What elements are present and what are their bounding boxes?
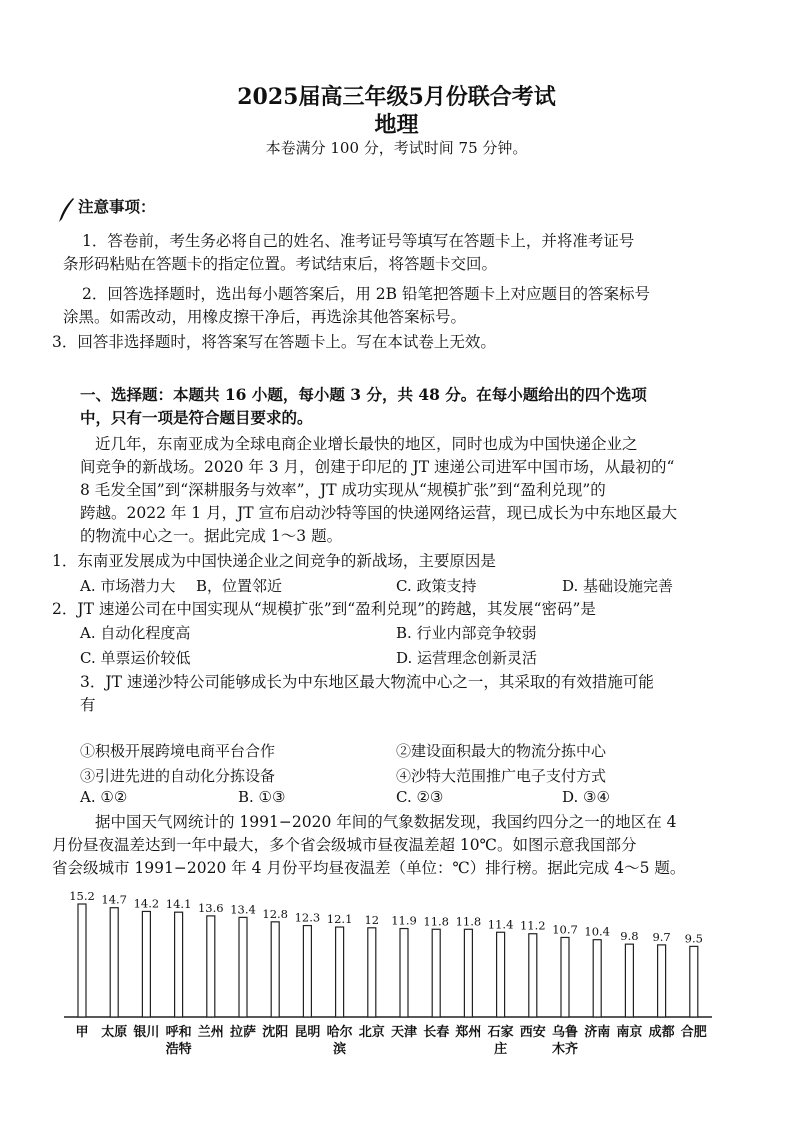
q2-option-d: D. 运营理念创新灵活 (396, 649, 538, 667)
bar (142, 911, 150, 1017)
passage-line: 近几年，东南亚成为全球电商企业增长最快的地区，同时也成为中国快递企业之 (95, 435, 638, 453)
category-label: 太原 (101, 1025, 128, 1040)
category-label: 成都 (648, 1025, 675, 1040)
exam-info: 本卷满分 100 分，考试时间 75 分钟。 (265, 139, 528, 157)
category-label: 济南 (584, 1025, 611, 1040)
category-label: 拉萨 (229, 1025, 257, 1040)
bar-value-label: 12.8 (262, 906, 289, 921)
bar (561, 937, 569, 1017)
category-label: 兰州 (197, 1025, 224, 1040)
bar-value-label: 14.7 (101, 892, 128, 907)
category-label: 银川 (133, 1025, 160, 1040)
category-label: 沈阳 (262, 1025, 289, 1040)
bar-value-label: 12 (364, 912, 380, 927)
q1-option-a: A. 市场潜力大 (80, 577, 176, 595)
notice-line: 1．答卷前，考生务必将自己的姓名、准考证号等填写在答题卡上，并将准考证号 (82, 232, 635, 250)
category-label: 滨 (333, 1042, 347, 1057)
notice-line: 3．回答非选择题时，将答案写在答题卡上。写在本试卷上无效。 (52, 333, 496, 351)
bar (464, 929, 472, 1017)
notice-line: 条形码粘贴在答题卡的指定位置。考试结束后，将答题卡交回。 (63, 255, 498, 273)
bar-value-label: 11.8 (455, 914, 482, 929)
category-label: 昆明 (294, 1025, 321, 1040)
section-heading: 一、选择题：本题共 16 小题，每小题 3 分，共 48 分。在每小题给出的四个选项 (80, 385, 647, 404)
passage-line: 据中国天气网统计的 1991−2020 年间的气象数据发现，我国约四分之一的地区在 4 (95, 813, 677, 831)
bar (658, 945, 666, 1017)
bar-value-label: 11.8 (423, 914, 450, 929)
bar-value-label: 13.6 (197, 900, 224, 915)
bar (303, 926, 311, 1017)
category-label: 西安 (519, 1025, 546, 1040)
bar-value-label: 15.2 (69, 890, 95, 903)
question-2-stem: 2．JT 速递公司在中国实现从“规模扩张”到“盈利兑现”的跨越，其发展“密码”是 (52, 600, 596, 618)
bar-value-label: 14.2 (133, 896, 160, 911)
category-label: 合肥 (680, 1025, 707, 1040)
question-3-stem: 有 (80, 696, 96, 714)
bar (625, 944, 633, 1017)
section-heading: 中，只有一项是符合题目要求的。 (80, 408, 313, 427)
question-1-stem: 1．东南亚发展成为中国快递企业之间竞争的新战场，主要原因是 (52, 552, 496, 570)
q3-option-c: C. ②③ (396, 788, 444, 806)
bar (271, 922, 279, 1017)
bar (175, 912, 183, 1017)
question-3-stem: 3．JT 速递沙特公司能够成长为中东地区最大物流中心之一，其采取的有效措施可能 (80, 673, 654, 691)
bar-value-label: 13.4 (230, 902, 256, 917)
q1-option-c: C. 政策支持 (396, 577, 477, 595)
category-label: 呼和 (165, 1025, 192, 1040)
passage-line: 8 毛发全国”到“深耕服务与效率”，JT 成功实现从“规模扩张”到“盈利兑现”的 (80, 481, 606, 499)
bar-value-label: 12.1 (326, 912, 353, 927)
bar (239, 917, 247, 1017)
passage-line: 的物流中心之一。据此完成 1～3 题。 (80, 527, 343, 545)
bar-value-label: 11.2 (519, 918, 546, 933)
bar (78, 904, 86, 1017)
bar-value-label: 9.5 (684, 931, 703, 946)
temperature-difference-chart (62, 890, 732, 1080)
passage-line: 间竞争的新战场。2020 年 3 月，创建于印尼的 JT 速递公司进军中国市场，从最初的“ (80, 458, 675, 476)
bar (529, 934, 537, 1017)
q3-option-b: B. ①③ (238, 788, 286, 806)
q1-option-d: D. 基础设施完善 (562, 577, 674, 595)
q2-option-b: B. 行业内部竞争较弱 (396, 624, 537, 642)
passage-line: 月份昼夜温差达到一年中最大，多个省会级城市昼夜温差超 10℃。如图示意我国部分 (52, 836, 637, 854)
category-label: 庄 (494, 1042, 508, 1057)
bar (207, 916, 215, 1017)
bar (593, 940, 601, 1017)
bar (336, 927, 344, 1017)
category-label: 郑州 (455, 1025, 482, 1040)
q2-option-a: A. 自动化程度高 (80, 624, 191, 642)
bar-value-label: 12.3 (294, 910, 321, 925)
category-label: 木齐 (551, 1042, 579, 1057)
subject-title: 地理 (374, 112, 419, 138)
bar-value-label: 10.7 (552, 922, 578, 937)
q3-statement-2: ②建设面积最大的物流分拣中心 (396, 742, 607, 760)
category-label: 石家 (487, 1025, 514, 1040)
bar-value-label: 9.8 (620, 929, 639, 944)
exam-title: 2025届高三年级5月份联合考试 (237, 84, 556, 110)
category-label: 哈尔 (326, 1025, 353, 1040)
bar-value-label: 11.9 (391, 913, 417, 928)
notice-line: 2．回答选择题时，选出每小题答案后，用 2B 铅笔把答题卡上对应题目的答案标号 (82, 285, 650, 303)
category-label: 南京 (616, 1025, 643, 1040)
bar (368, 928, 376, 1017)
q3-statement-1: ①积极开展跨境电商平台合作 (80, 742, 276, 760)
bar (110, 908, 118, 1017)
category-label: 长春 (423, 1025, 450, 1040)
q3-option-d: D. ③④ (562, 788, 610, 806)
bar-value-label: 14.1 (165, 897, 192, 912)
category-label: 天津 (390, 1025, 418, 1040)
bar-value-label: 10.4 (584, 924, 611, 939)
bar-value-label: 11.4 (487, 917, 514, 932)
category-label: 甲 (75, 1025, 89, 1040)
bar-value-label: 9.7 (652, 929, 671, 944)
q1-option-b: B，位置邻近 (196, 577, 283, 595)
q3-option-a: A. ①② (80, 788, 128, 806)
q2-option-c: C. 单票运价较低 (80, 649, 191, 667)
passage-line: 跨越。2022 年 1 月，JT 宣布启动沙特等国的快递网络运营，现已成长为中东地区最大 (80, 504, 678, 522)
notice-heading: 注意事项： (78, 197, 156, 216)
category-label: 北京 (358, 1025, 385, 1040)
category-label: 乌鲁 (551, 1025, 579, 1040)
bar (690, 946, 698, 1017)
q3-statement-4: ④沙特大范围推广电子支付方式 (396, 767, 607, 785)
bar (497, 932, 505, 1017)
passage-line: 省会级城市 1991−2020 年 4 月份平均昼夜温差（单位：℃）排行榜。据此完成 4～5 题。 (52, 859, 686, 877)
notice-line: 涂黑。如需改动，用橡皮擦干净后，再选涂其他答案标号。 (63, 308, 467, 326)
pen-icon (57, 197, 75, 223)
bar (432, 929, 440, 1017)
category-label: 浩特 (165, 1042, 192, 1057)
bar (400, 929, 408, 1017)
q3-statement-3: ③引进先进的自动化分拣设备 (80, 767, 276, 785)
